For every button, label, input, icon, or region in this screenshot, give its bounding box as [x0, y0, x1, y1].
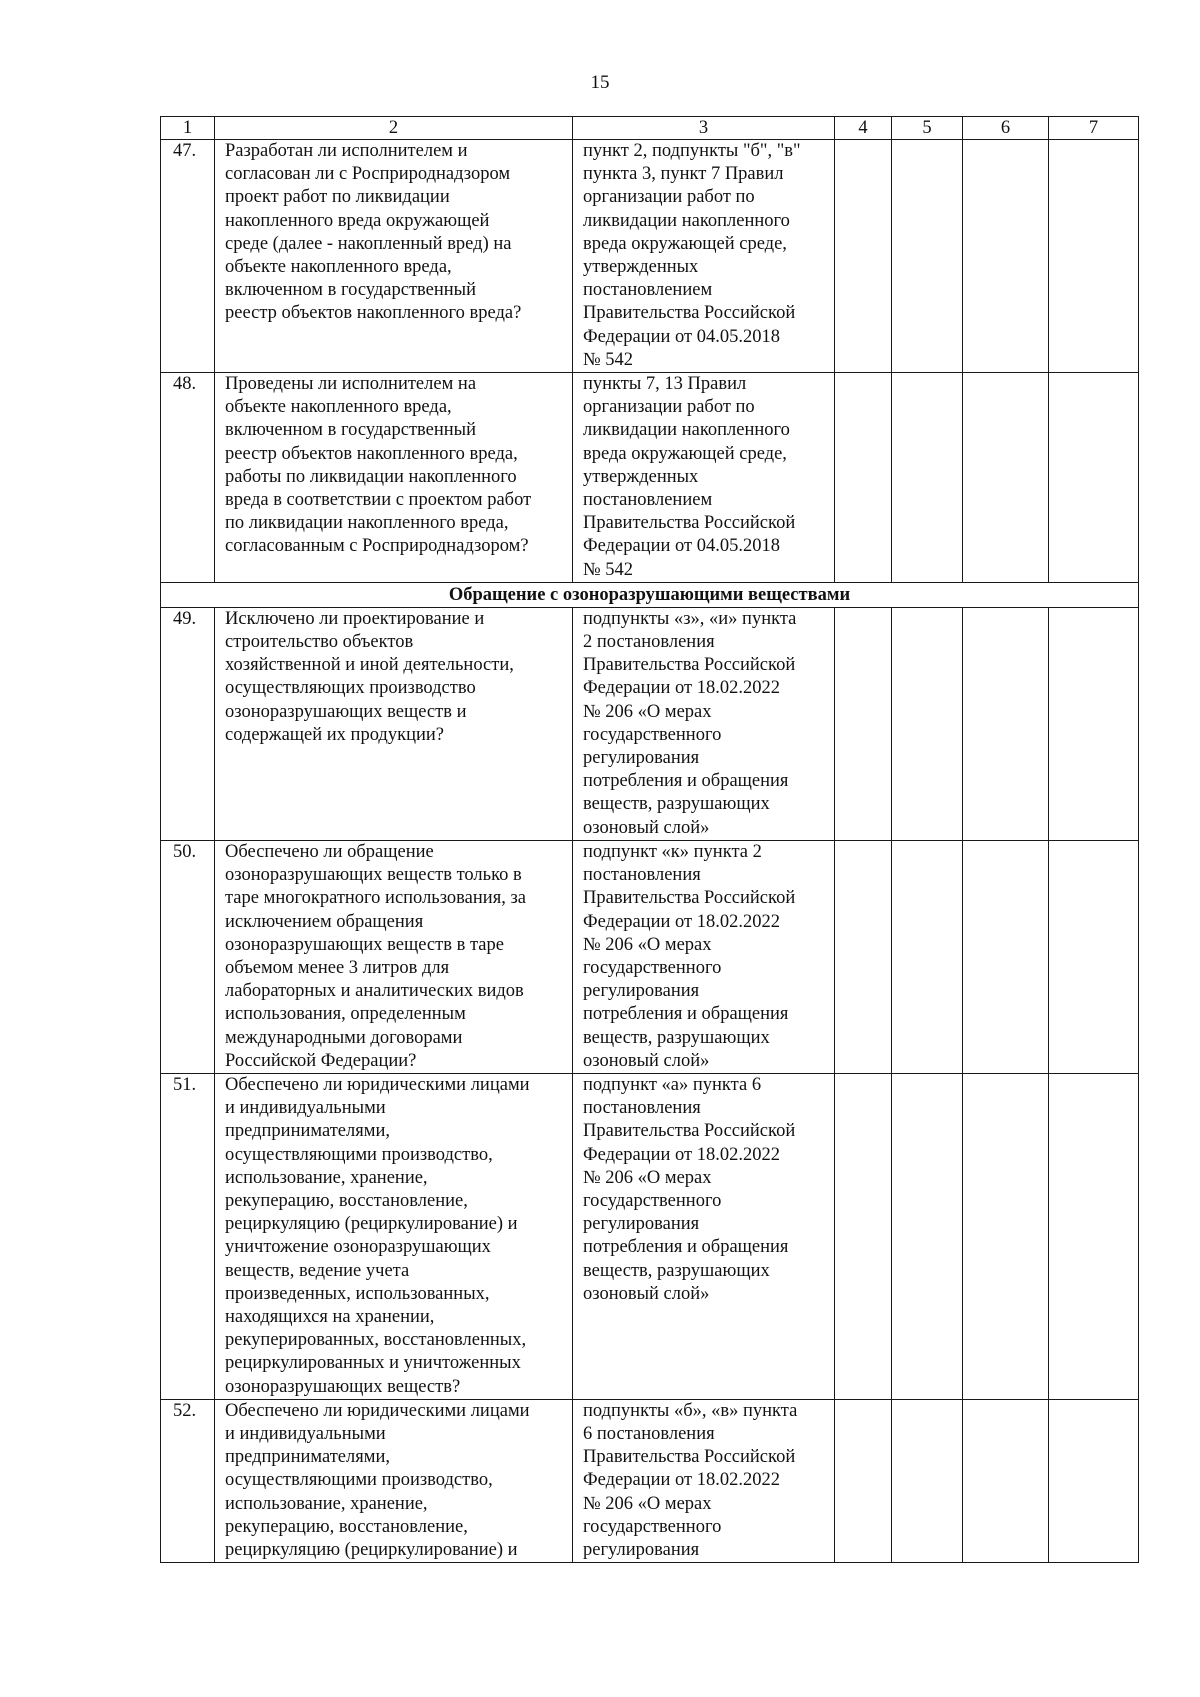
- blank-cell: [892, 1073, 963, 1399]
- blank-cell: [1049, 1399, 1139, 1562]
- row-number: 48.: [161, 373, 215, 583]
- column-header: 4: [835, 117, 892, 140]
- blank-cell: [892, 1399, 963, 1562]
- column-header: 7: [1049, 117, 1139, 140]
- legal-reference: подпункт «а» пункта 6 постановления Правительства Российской Федерации от 18.02.2022 № 206 «О мерах государственного регулирования потребления и обращения веществ, разрушающих озоновый слой»: [573, 1073, 835, 1399]
- blank-cell: [1049, 607, 1139, 840]
- column-header: 3: [573, 117, 835, 140]
- blank-cell: [963, 140, 1049, 373]
- column-header: 5: [892, 117, 963, 140]
- blank-cell: [963, 840, 1049, 1073]
- row-number: 52.: [161, 1399, 215, 1562]
- blank-cell: [1049, 840, 1139, 1073]
- blank-cell: [963, 373, 1049, 583]
- requirement-question: Обеспечено ли юридическими лицами и индивидуальными предпринимателями, осуществляющими производство, использование, хранение, рекуперацию, восстановление, рециркуляцию (рециркулирование) и: [215, 1399, 573, 1562]
- row-number: 51.: [161, 1073, 215, 1399]
- blank-cell: [835, 607, 892, 840]
- legal-reference: подпункты «б», «в» пункта 6 постановления Правительства Российской Федерации от 18.02.2022 № 206 «О мерах государственного регулирования: [573, 1399, 835, 1562]
- row-number: 49.: [161, 607, 215, 840]
- header-row: [161, 117, 1139, 140]
- blank-cell: [835, 840, 892, 1073]
- column-header: 1: [161, 117, 215, 140]
- blank-cell: [892, 140, 963, 373]
- requirement-question: Проведены ли исполнителем на объекте накопленного вреда, включенном в государственный реестр объектов накопленного вреда, работы по ликвидации накопленного вреда в соответствии с проектом работ по ликвидации накопленного вреда, согласованным с Росприроднадзором?: [215, 373, 573, 583]
- blank-cell: [835, 373, 892, 583]
- column-header: 2: [215, 117, 573, 140]
- blank-cell: [963, 1399, 1049, 1562]
- legal-reference: подпункты «з», «и» пункта 2 постановления Правительства Российской Федерации от 18.02.2022 № 206 «О мерах государственного регулирования потребления и обращения веществ, разрушающих озоновый слой»: [573, 607, 835, 840]
- blank-cell: [892, 840, 963, 1073]
- blank-cell: [1049, 140, 1139, 373]
- row-number: 47.: [161, 140, 215, 373]
- requirement-question: Обеспечено ли юридическими лицами и индивидуальными предпринимателями, осуществляющими производство, использование, хранение, рекуперацию, восстановление, рециркуляцию (рециркулирование) и уничтожение озоноразрушающих веществ, ведение учета произведенных, использованных, находящихся на хранении, рекуперированных, восстановленных, рециркулированных и уничтоженных озоноразрушающих веществ?: [215, 1073, 573, 1399]
- requirement-question: Обеспечено ли обращение озоноразрушающих веществ только в таре многократного использования, за исключением обращения озоноразрушающих веществ в таре объемом менее 3 литров для лабораторных и аналитических видов использования, определенным международными договорами Российской Федерации?: [215, 840, 573, 1073]
- column-header: 6: [963, 117, 1049, 140]
- section-row: [161, 582, 1139, 607]
- table-row: [161, 373, 1139, 583]
- legal-reference: пункт 2, подпункты "б", "в" пункта 3, пункт 7 Правил организации работ по ликвидации накопленного вреда окружающей среде, утвержденных постановлением Правительства Российской Федерации от 04.05.2018 № 542: [573, 140, 835, 373]
- blank-cell: [835, 1073, 892, 1399]
- requirement-question: Исключено ли проектирование и строительство объектов хозяйственной и иной деятельности, осуществляющих производство озоноразрушающих веществ и содержащей их продукции?: [215, 607, 573, 840]
- legal-reference: подпункт «к» пункта 2 постановления Правительства Российской Федерации от 18.02.2022 № 206 «О мерах государственного регулирования потребления и обращения веществ, разрушающих озоновый слой»: [573, 840, 835, 1073]
- blank-cell: [963, 1073, 1049, 1399]
- blank-cell: [892, 607, 963, 840]
- blank-cell: [1049, 373, 1139, 583]
- blank-cell: [1049, 1073, 1139, 1399]
- table-row: [161, 607, 1139, 840]
- blank-cell: [835, 140, 892, 373]
- blank-cell: [835, 1399, 892, 1562]
- row-number: 50.: [161, 840, 215, 1073]
- table-row: [161, 1073, 1139, 1399]
- section-title: Обращение с озоноразрушающими веществами: [161, 582, 1139, 607]
- blank-cell: [892, 373, 963, 583]
- legal-reference: пункты 7, 13 Правил организации работ по ликвидации накопленного вреда окружающей среде, утвержденных постановлением Правительства Российской Федерации от 04.05.2018 № 542: [573, 373, 835, 583]
- table-row: [161, 840, 1139, 1073]
- table-row: [161, 140, 1139, 373]
- checklist-table: [160, 116, 1139, 1563]
- blank-cell: [963, 607, 1049, 840]
- requirement-question: Разработан ли исполнителем и согласован ли с Росприроднадзором проект работ по ликвидации накопленного вреда окружающей среде (далее - накопленный вред) на объекте накопленного вреда, включенном в государственный реестр объектов накопленного вреда?: [215, 140, 573, 373]
- table-row: [161, 1399, 1139, 1562]
- page-number: 15: [590, 72, 610, 93]
